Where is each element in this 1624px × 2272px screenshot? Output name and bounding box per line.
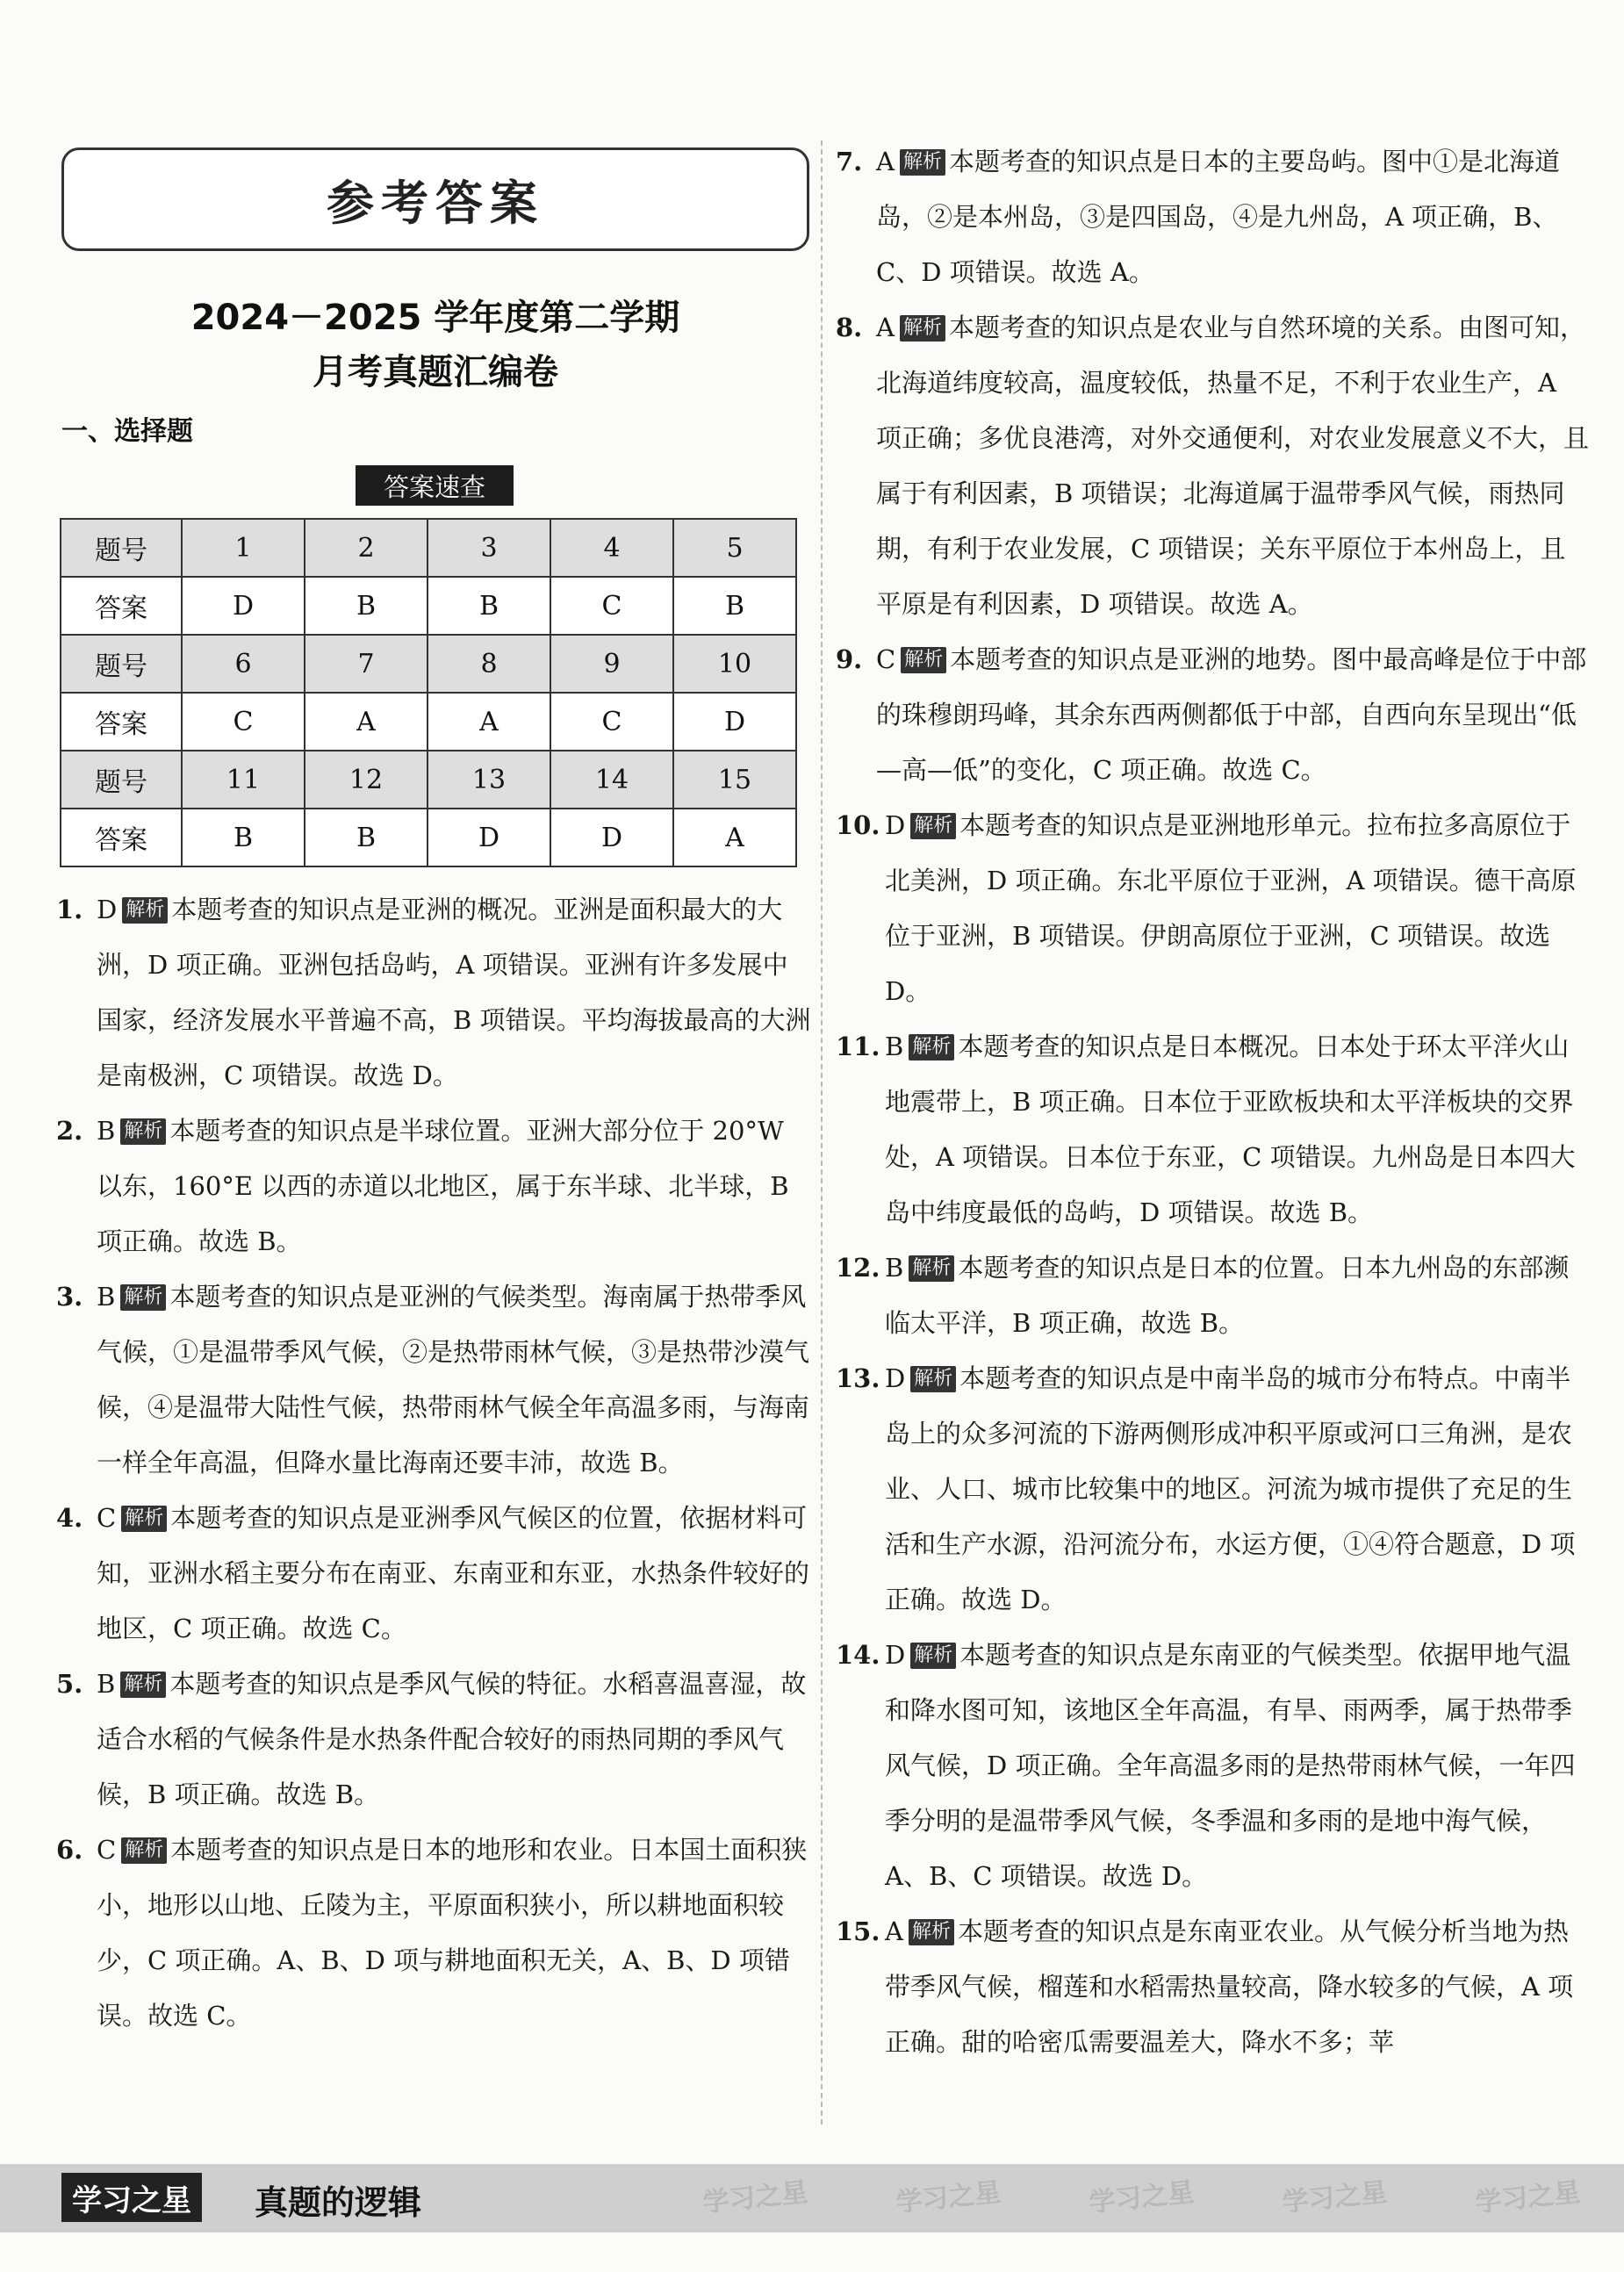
answer-cell: B: [305, 809, 428, 866]
question-header-cell: 题号: [61, 519, 182, 577]
answer-cell: A: [428, 693, 550, 751]
answer-cell: D: [428, 809, 550, 866]
answer-cell: C: [550, 577, 673, 635]
answer-letter: B: [97, 1669, 116, 1699]
question-number: 13.: [836, 1363, 880, 1393]
analysis-tag: 解析: [121, 1837, 167, 1864]
answer-cell: C: [550, 693, 673, 751]
analysis-tag: 解析: [909, 1255, 954, 1282]
answer-letter: B: [97, 1116, 116, 1146]
question-number: 9.: [836, 644, 863, 674]
answer-cell: C: [182, 693, 305, 751]
explanation-text: 本题考查的知识点是东南亚农业。从气候分析当地为热带季风气候，榴莲和水稻需热量较高，降水较多的气候，A 项正确。甜的哈密瓜需要温差大，降水不多；苹: [885, 1916, 1574, 2057]
question-number-cell: 3: [428, 519, 550, 577]
explanation-text: 本题考查的知识点是亚洲季风气候区的位置，依据材料可知，亚洲水稻主要分布在南亚、东南亚和东亚，水热条件较好的地区，C 项正确。故选 C。: [97, 1503, 810, 1643]
analysis-tag: 解析: [122, 897, 168, 924]
answer-header-cell: 答案: [61, 693, 182, 751]
exam-name-title: 月考真题汇编卷: [313, 352, 558, 392]
question-number-cell: 1: [182, 519, 305, 577]
answer-letter: C: [876, 644, 896, 674]
question-number-cell: 15: [673, 751, 796, 809]
quick-check-label: 答案速查: [356, 465, 514, 506]
question-number-cell: 8: [428, 635, 550, 693]
answer-letter: B: [885, 1253, 904, 1283]
answer-letter: D: [885, 1640, 906, 1670]
analysis-tag: 解析: [909, 1919, 954, 1945]
answer-letter: D: [885, 810, 906, 840]
question-number-cell: 6: [182, 635, 305, 693]
question-number-cell: 13: [428, 751, 550, 809]
question-number: 4.: [56, 1503, 83, 1533]
question-number-cell: 4: [550, 519, 673, 577]
answer-explanation: [836, 1904, 1589, 2070]
answer-explanation: [836, 632, 1589, 798]
answer-letter: B: [97, 1282, 116, 1312]
answer-header-cell: 答案: [61, 809, 182, 866]
answer-explanation: [836, 1628, 1589, 1904]
answer-column-left: [56, 882, 811, 2044]
question-number: 5.: [56, 1669, 83, 1699]
question-number-cell: 9: [550, 635, 673, 693]
question-number-row: [61, 751, 796, 809]
question-number: 12.: [836, 1253, 880, 1283]
analysis-tag: 解析: [909, 1034, 954, 1061]
question-number: 6.: [56, 1835, 83, 1865]
answer-row: [61, 577, 796, 635]
page-title: 参考答案: [327, 175, 544, 231]
question-number: 10.: [836, 810, 880, 840]
analysis-tag: 解析: [910, 1366, 956, 1392]
explanation-text: 本题考查的知识点是亚洲地形单元。拉布拉多高原位于北美洲，D 项正确。东北平原位于亚洲，A 项错误。德干高原位于亚洲，B 项错误。伊朗高原位于亚洲，C 项错误。故选 D。: [885, 810, 1577, 1006]
answer-cell: A: [305, 693, 428, 751]
answer-table: [60, 518, 797, 867]
footer-watermark: 学习之星: [1280, 2176, 1389, 2219]
footer-watermark: 学习之星: [1087, 2176, 1196, 2219]
question-number-cell: 14: [550, 751, 673, 809]
explanation-text: 本题考查的知识点是中南半岛的城市分布特点。中南半岛上的众多河流的下游两侧形成冲积平原或河口三角洲，是农业、人口、城市比较集中的地区。河流为城市提供了充足的生活和生产水源，沿河流分布，水运方便，①④符合题意，D 项正确。故选 D。: [885, 1363, 1576, 1614]
analysis-tag: 解析: [120, 1672, 166, 1698]
footer-watermark: 学习之星: [1473, 2176, 1582, 2219]
question-number-cell: 5: [673, 519, 796, 577]
answer-cell: D: [182, 577, 305, 635]
question-number: 8.: [836, 313, 863, 342]
explanation-text: 本题考查的知识点是亚洲的气候类型。海南属于热带季风气候，①是温带季风气候，②是热带雨林气候，③是热带沙漠气候，④是温带大陆性气候，热带雨林气候全年高温多雨，与海南一样全年高温，但降水量比海南还要丰沛，故选 B。: [97, 1282, 810, 1478]
question-number: 14.: [836, 1640, 880, 1670]
question-number: 1.: [56, 895, 83, 924]
answer-explanation: [56, 1269, 811, 1491]
section-heading: 一、选择题: [61, 416, 193, 447]
analysis-tag: 解析: [900, 149, 945, 176]
question-number-cell: 11: [182, 751, 305, 809]
explanation-text: 本题考查的知识点是农业与自然环境的关系。由图可知，北海道纬度较高，温度较低，热量不足，不利于农业生产，A 项正确；多优良港湾，对外交通便利，对农业发展意义不大，且属于有利因素，B 项错误；北海道属于温带季风气候，雨热同期，有利于农业发展，C 项错误；关东平原位于本州岛上，且平原是有利因素，D 项错误。故选 A。: [876, 313, 1590, 619]
question-number-row: [61, 635, 796, 693]
answer-cell: B: [182, 809, 305, 866]
column-divider: [821, 140, 823, 2125]
question-number: 3.: [56, 1282, 83, 1312]
answer-row: [61, 809, 796, 866]
analysis-tag: 解析: [121, 1506, 167, 1532]
explanation-text: 本题考查的知识点是东南亚的气候类型。依据甲地气温和降水图可知，该地区全年高温，有旱、雨两季，属于热带季风气候，D 项正确。全年高温多雨的是热带雨林气候，一年四季分明的是温带季风气候，冬季温和多雨的是地中海气候，A、B、C 项错误。故选 D。: [885, 1640, 1576, 1891]
analysis-tag: 解析: [910, 813, 956, 839]
answer-explanation: [56, 1657, 811, 1823]
answer-letter: C: [97, 1835, 117, 1865]
explanation-text: 本题考查的知识点是日本的主要岛屿。图中①是北海道岛，②是本州岛，③是四国岛，④是九州岛，A 项正确，B、C、D 项错误。故选 A。: [876, 147, 1560, 287]
explanation-text: 本题考查的知识点是季风气候的特征。水稻喜温喜湿，故适合水稻的气候条件是水热条件配合较好的雨热同期的季风气候，B 项正确。故选 B。: [97, 1669, 807, 1809]
footer-watermark: 学习之星: [894, 2176, 1002, 2219]
exam-year-title: 2024－2025 学年度第二学期: [190, 298, 680, 338]
footer-logo: 学习之星: [61, 2173, 202, 2222]
footer-slogan: 真题的逻辑: [255, 2183, 422, 2222]
analysis-tag: 解析: [900, 315, 945, 342]
answer-cell: D: [550, 809, 673, 866]
question-number: 7.: [836, 147, 863, 176]
answer-cell: D: [673, 693, 796, 751]
answer-letter: D: [885, 1363, 906, 1393]
answer-column-right: [836, 134, 1589, 2070]
answer-explanation: [56, 1823, 811, 2044]
question-header-cell: 题号: [61, 751, 182, 809]
answer-letter: A: [876, 313, 895, 342]
question-number: 15.: [836, 1916, 880, 1946]
question-number-row: [61, 519, 796, 577]
answer-explanation: [836, 1240, 1589, 1351]
answer-explanation: [836, 1019, 1589, 1240]
question-number: 11.: [836, 1032, 880, 1061]
question-number-cell: 12: [305, 751, 428, 809]
answer-explanation: [836, 134, 1589, 300]
analysis-tag: 解析: [910, 1643, 956, 1669]
answer-cell: B: [305, 577, 428, 635]
answer-cell: A: [673, 809, 796, 866]
analysis-tag: 解析: [901, 647, 946, 673]
answer-explanation: [836, 1351, 1589, 1628]
question-number-cell: 2: [305, 519, 428, 577]
explanation-text: 本题考查的知识点是日本概况。日本处于环太平洋火山地震带上，B 项正确。日本位于亚欧板块和太平洋板块的交界处，A 项错误。日本位于东亚，C 项错误。九州岛是日本四大岛中纬度最低的岛屿，D 项错误。故选 B。: [885, 1032, 1576, 1227]
answer-header-cell: 答案: [61, 577, 182, 635]
footer-watermark: 学习之星: [701, 2176, 809, 2219]
explanation-text: 本题考查的知识点是亚洲的概况。亚洲是面积最大的大洲，D 项正确。亚洲包括岛屿，A 项错误。亚洲有许多发展中国家，经济发展水平普遍不高，B 项错误。平均海拔最高的大洲是南极洲，C 项错误。故选 D。: [97, 895, 811, 1090]
answer-row: [61, 693, 796, 751]
explanation-text: 本题考查的知识点是日本的位置。日本九州岛的东部濒临太平洋，B 项正确，故选 B。: [885, 1253, 1570, 1338]
explanation-text: 本题考查的知识点是亚洲的地势。图中最高峰是位于中部的珠穆朗玛峰，其余东西两侧都低于中部，自西向东呈现出“低—高—低”的变化，C 项正确。故选 C。: [876, 644, 1587, 785]
explanation-text: 本题考查的知识点是半球位置。亚洲大部分位于 20°W 以东，160°E 以西的赤道以北地区，属于东半球、北半球，B 项正确。故选 B。: [97, 1116, 789, 1256]
title-box: [61, 147, 809, 251]
answer-cell: B: [673, 577, 796, 635]
analysis-tag: 解析: [120, 1284, 166, 1311]
answer-letter: A: [876, 147, 895, 176]
answer-explanation: [56, 1104, 811, 1269]
question-number: 2.: [56, 1116, 83, 1146]
question-number-cell: 10: [673, 635, 796, 693]
answer-cell: B: [428, 577, 550, 635]
question-header-cell: 题号: [61, 635, 182, 693]
question-number-cell: 7: [305, 635, 428, 693]
answer-letter: D: [97, 895, 118, 924]
answer-explanation: [836, 300, 1589, 632]
answer-explanation: [836, 798, 1589, 1019]
explanation-text: 本题考查的知识点是日本的地形和农业。日本国土面积狭小，地形以山地、丘陵为主，平原面积狭小，所以耕地面积较少，C 项正确。A、B、D 项与耕地面积无关，A、B、D 项错误。故选 C。: [97, 1835, 808, 2031]
answer-explanation: [56, 1491, 811, 1657]
analysis-tag: 解析: [120, 1118, 166, 1145]
answer-letter: B: [885, 1032, 904, 1061]
answer-explanation: [56, 882, 811, 1104]
answer-letter: A: [885, 1916, 903, 1946]
answer-letter: C: [97, 1503, 117, 1533]
